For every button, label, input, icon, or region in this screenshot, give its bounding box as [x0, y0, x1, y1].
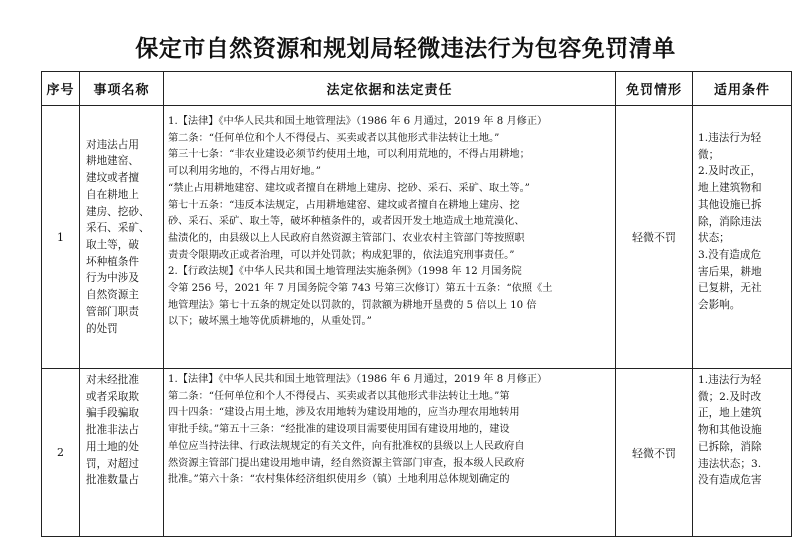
- text-line: 微；2.及时改: [698, 390, 762, 403]
- text-line: 除，消除违法: [698, 215, 762, 228]
- text-line: 害后果，耕地: [698, 265, 762, 278]
- text-line: 审批手续。”第五十三条：“经批准的建设项目需要使用国有建设用地的，建设: [168, 424, 510, 436]
- text-line: 令第 256 号，2021 年 7 月国务院令第 743 号第三次修订）第五十五条：“依照《土: [168, 283, 553, 295]
- text-line: 会影响。: [698, 299, 741, 312]
- page-title: 保定市自然资源和规划局轻微违法行为包容免罚清单: [135, 36, 676, 62]
- row-legal-basis: [164, 369, 616, 537]
- row-serial-no: 1: [42, 106, 80, 369]
- text-line: 砂、采石、采矿、取土等，破坏种植条件的，或者因开发土地造成土地荒漠化、: [168, 216, 525, 228]
- header-legal-basis: 法定依据和法定责任: [164, 72, 616, 106]
- text-line: 行为中涉及: [86, 272, 139, 285]
- text-line: 单位应当持法律、行政法规规定的有关文件，向有批准权的县级以上人民政府自: [168, 440, 525, 452]
- text-line: 状态；: [698, 232, 730, 245]
- row-conditions: [693, 369, 792, 537]
- row-conditions: [693, 106, 792, 369]
- text-line: 2.及时改正，: [698, 165, 762, 178]
- text-line: 或者采取欺: [86, 390, 139, 403]
- text-line: 1.违法行为轻: [698, 132, 762, 144]
- text-line: 2.【行政法规】《中华人民共和国土地管理法实施条例》（1998 年 12 月国务院: [168, 266, 522, 278]
- header-item-name: 事项名称: [80, 72, 164, 106]
- penalty-exemption-table: [41, 71, 792, 537]
- text-line: 1.【法律】《中华人民共和国土地管理法》（1986 年 6 月通过，2019 年 8 月修正）: [168, 374, 548, 385]
- text-line: 地管理法》第七十五条的规定处以罚款的，罚款额为耕地开垦费的 5 倍以上 10 倍: [168, 299, 537, 311]
- text-line: 坏种植条件: [86, 255, 139, 268]
- text-line: 责责令限期改正或者治理，可以并处罚款；构成犯罪的，依法追究刑事责任。”: [168, 249, 515, 261]
- text-line: 1.违法行为轻: [698, 374, 762, 386]
- text-line: 微；: [698, 148, 720, 161]
- text-line: 四十四条：“建设占用土地，涉及农用地转为建设用地的，应当办理农用地转用: [168, 407, 520, 419]
- text-line: 用土地的处: [86, 440, 139, 453]
- text-line: 建房、挖砂、: [86, 205, 150, 218]
- text-line: 1.【法律】《中华人民共和国土地管理法》（1986 年 6 月通过，2019 年 8 月修正）: [168, 116, 548, 127]
- text-line: 第七十五条：“违反本法规定，占用耕地建窑、建坟或者擅自在耕地上建房、挖: [168, 199, 520, 211]
- text-line: 第二条：“任何单位和个人不得侵占、买卖或者以其他形式非法转让土地。”第: [168, 390, 510, 402]
- text-line: 批准。”第六十条：“农村集体经济组织使用乡（镇）土地利用总体规划确定的: [168, 474, 510, 486]
- header-conditions: 适用条件: [693, 72, 792, 106]
- text-line: 可以利用劣地的，不得占用好地。”: [168, 166, 321, 178]
- text-line: 自然资源主: [86, 289, 139, 302]
- row-legal-basis: [164, 106, 616, 369]
- text-line: 耕地建窑、: [86, 155, 139, 168]
- text-line: 其他设施已拆: [698, 198, 762, 211]
- row-exemption-type: 轻微不罚: [616, 369, 693, 537]
- row-serial-no: 2: [42, 369, 80, 537]
- header-serial-no: 序号: [42, 72, 80, 106]
- text-line: 建坟或者擅: [86, 172, 139, 185]
- text-line: 对未经批准: [86, 374, 139, 386]
- text-line: 物和其他设施: [698, 424, 762, 437]
- row-item-name: [80, 106, 164, 369]
- text-line: 地上建筑物和: [698, 182, 762, 195]
- table-row: [42, 369, 792, 537]
- text-line: 的处罚: [86, 322, 118, 335]
- text-line: 取土等，破: [86, 239, 139, 251]
- table-header-row: [42, 72, 792, 106]
- text-line: 盐渍化的，由县级以上人民政府自然资源主管部门、农业农村主管部门等按照职: [168, 232, 525, 244]
- text-line: “禁止占用耕地建窑、建坟或者擅自在耕地上建房、挖砂、采石、采矿、取土等。”: [168, 182, 530, 194]
- text-line: 正，地上建筑: [698, 407, 762, 420]
- text-line: 违法状态；3.: [698, 457, 762, 470]
- text-line: 管部门职责: [86, 305, 139, 318]
- table-row: [42, 106, 792, 369]
- text-line: 批准数量占: [86, 474, 139, 487]
- text-line: 已拆除，消除: [698, 440, 762, 453]
- text-line: 对违法占用: [86, 138, 139, 151]
- text-line: 第二条：“任何单位和个人不得侵占、买卖或者以其他形式非法转让土地。”: [168, 132, 500, 144]
- text-line: 3.没有造成危: [698, 248, 762, 261]
- header-exemption-type: 免罚情形: [616, 72, 693, 106]
- row-exemption-type: 轻微不罚: [616, 106, 693, 369]
- text-line: 罚，对超过: [86, 457, 139, 470]
- text-line: 以下；破坏黑土地等优质耕地的，从重处罚。”: [168, 316, 372, 328]
- text-line: 批准非法占: [86, 424, 139, 437]
- text-line: 采石、采矿、: [86, 222, 150, 235]
- text-line: 没有造成危害: [698, 474, 762, 487]
- text-line: 自在耕地上: [86, 188, 139, 201]
- text-line: 骗手段骗取: [86, 407, 139, 420]
- text-line: 第三十七条：“非农业建设必须节约使用土地，可以利用荒地的，不得占用耕地；: [168, 149, 530, 161]
- text-line: 已复耕，无社: [698, 282, 762, 295]
- text-line: 然资源主管部门提出建设用地申请，经自然资源主管部门审查，报本级人民政府: [168, 457, 525, 469]
- row-item-name: [80, 369, 164, 537]
